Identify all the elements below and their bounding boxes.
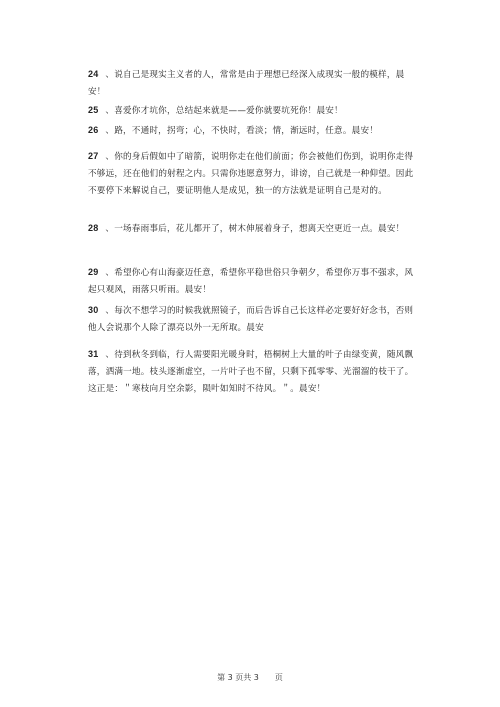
entry-text: 、说自己是现实主义者的人，常常是由于理想已经深入成现实一般的模样，晨安！: [88, 70, 405, 97]
entry-24: [88, 66, 418, 101]
entry-29: [88, 264, 418, 299]
entry-number: 26: [88, 125, 99, 135]
entry-text: 、你的身后假如中了暗箭，说明你走在他们前面；你会被他们伤到，说明你走得不够远，还在他们的射程之内。只需你违愿意努力，诽谤，自己就是一种仰望。因此不要停下来解说自己，要证明他人是成见，独一的方法就是证明自己是对的。: [88, 152, 414, 196]
entry-number: 27: [88, 151, 99, 161]
entry-number: 25: [88, 105, 99, 115]
entry-27: [88, 148, 418, 200]
entry-25: [88, 102, 418, 120]
entry-number: 29: [88, 267, 99, 277]
entry-text: 、路，不通时，拐弯；心，不快时，看淡；情，渐远时，任意。晨安！: [105, 126, 379, 136]
entry-number: 31: [88, 349, 99, 359]
entry-31: [88, 346, 418, 398]
entry-30: [88, 302, 418, 337]
entry-text: 、一场春雨事后，花儿都开了，树木伸展着身子，想离天空更近一点。晨安！: [105, 224, 405, 234]
entry-text: 、喜爱你才坑你，总结起来就是——爱你就要坑死你！晨安！: [105, 106, 343, 116]
entry-text: 、每次不想学习的时候我就照镜子，而后告诉自己长这样必定要好好念书，否则他人会说那个人除了漂亮以外一无所取。晨安: [88, 306, 414, 333]
entry-text: 、希望你心有山海豪迈任意，希望你平稳世俗只争朝夕，希望你万事不强求，风起只观风，雨落只听雨。晨安！: [88, 268, 414, 295]
page-footer: 第 3 页共 3 页: [217, 673, 283, 682]
entry-number: 24: [88, 69, 99, 79]
entry-28: [88, 220, 418, 238]
entry-number: 30: [88, 305, 99, 315]
entry-number: 28: [88, 223, 99, 233]
entry-text: 、待到秋冬到临，行人需要阳光暖身时，梧桐树上大量的叶子由绿变黄，随风飘落，洒满一地。枝头逐渐虚空，一片叶子也不留，只剩下孤零零、光溜溜的枝干了。这正是：＂寒枝向月空余影，陨叶如知时不待风。＂。晨安！: [88, 350, 414, 394]
entry-26: [88, 122, 418, 140]
